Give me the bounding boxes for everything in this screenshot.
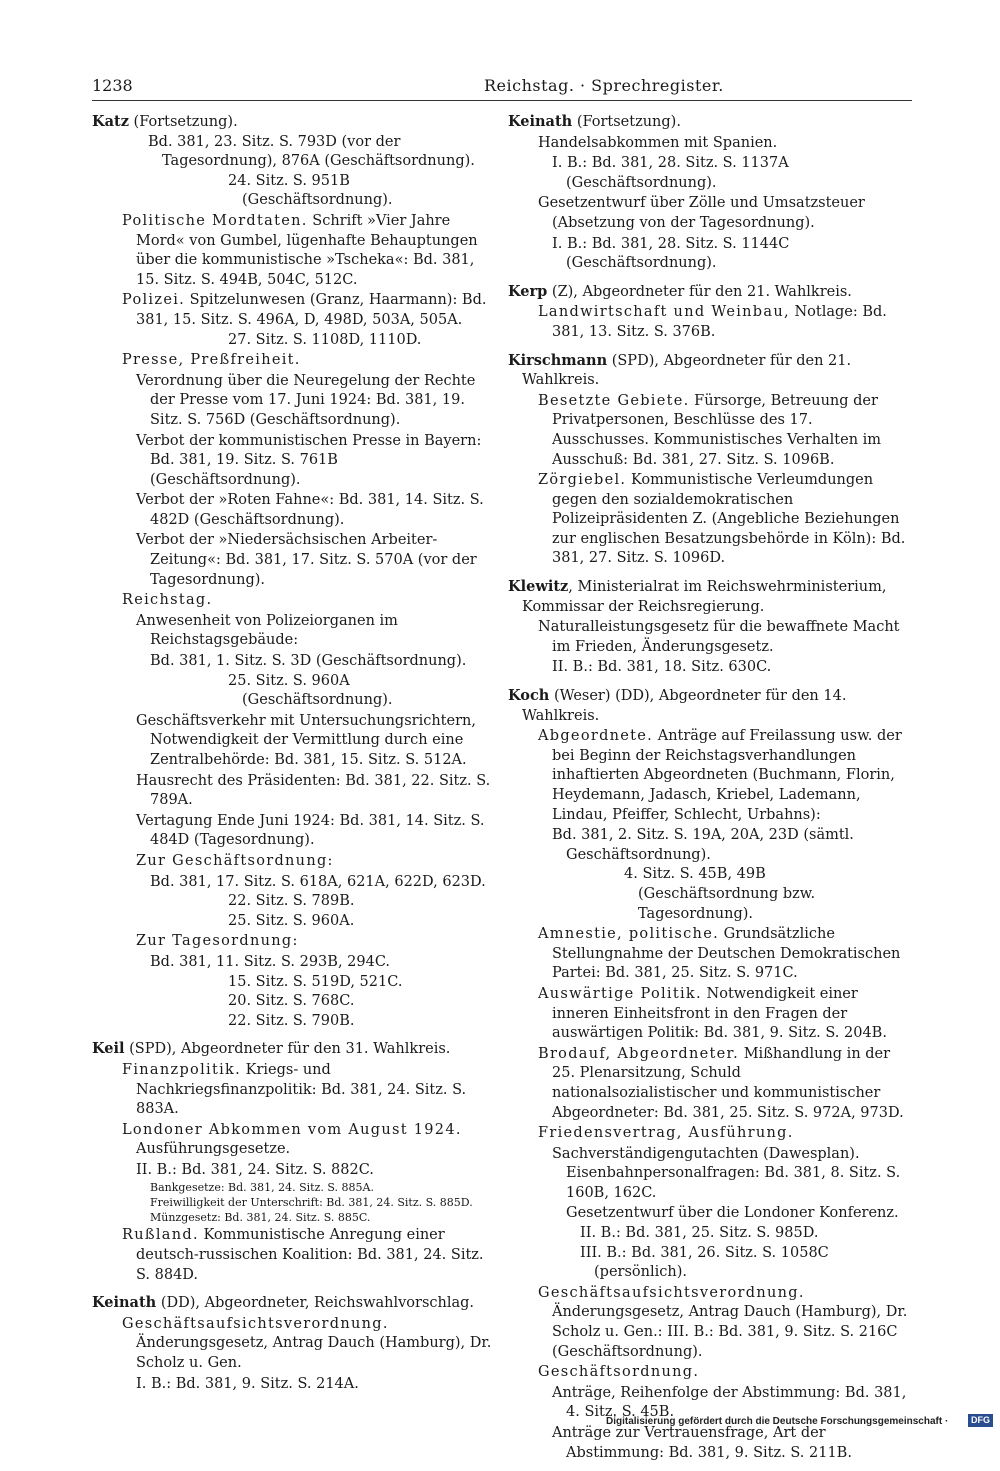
subentry-item: Anträge, Reihenfolge der Abstimmung: Bd. 381, 4. Sitz. S. 45B. [552, 1384, 907, 1421]
subentry-item: Gesetzentwurf über die Londoner Konferenz. [566, 1205, 899, 1222]
entry-name: Klewitz [508, 578, 569, 596]
subentry-topic: Presse, Preßfreiheit. [122, 352, 301, 369]
subentry-topic: Reichstag. [122, 592, 213, 609]
subentry-item [92, 852, 492, 872]
subentry [508, 392, 908, 470]
footnote-item: Münzgesetz: Bd. 381, 24. Sitz. S. 885C. [150, 1211, 371, 1225]
subentry-item: Geschäftsverkehr mit Untersuchungsrichtern, Notwendigkeit der Vermittlung durch eine Zentralbehörde: Bd. 381, 15. Sitz. S. 512A. [136, 712, 476, 768]
subentry-text: Schrift »Vier Jahre Mord« von Gumbel, lügenhafte Behauptungen über die kommunistische »Tscheka«: Bd. 381, 15. Sitz. S. 494B, 504C, 512C. [136, 212, 478, 288]
subentry-item: Hausrecht des Präsidenten: Bd. 381, 22. Sitz. S. 789A. [136, 772, 491, 809]
subentry [508, 985, 908, 1044]
subentry-topic: Auswärtige Politik. [538, 985, 702, 1002]
subentry-item: Verbot der »Niedersächsischen Arbeiter-Zeitung«: Bd. 381, 17. Sitz. S. 570A (vor der Tagesordnung). [136, 532, 477, 588]
footnote-item: Bankgesetze: Bd. 381, 24. Sitz. S. 885A. [150, 1181, 374, 1195]
reference: Bd. 381, 2. Sitz. S. 19A, 20A, 23D (sämtl. Geschäftsordnung). [552, 827, 854, 863]
subentry-topic: Politische Mordtaten. [122, 212, 308, 229]
subentry-text: Spitzelunwesen (Granz, Haarmann): Bd. 381, 15. Sitz. S. 496A, D, 498D, 503A, 505A. [136, 292, 487, 328]
subentry-topic: Geschäftsaufsichtsverordnung. [122, 1315, 389, 1332]
subentry-topic: Zörgiebel. [538, 472, 627, 489]
reference: II. B.: Bd. 381, 24. Sitz. S. 882C. [136, 1161, 374, 1178]
entry-name: Keinath [92, 1294, 157, 1312]
entry-kerp [508, 282, 908, 343]
entry-koch [508, 686, 908, 1463]
entry-keinath-cont [508, 112, 908, 274]
subentry-item: Verordnung über die Neuregelung der Rechte der Presse vom 17. Juni 1924: Bd. 381, 19. Sitz. S. 756D (Geschäftsordnung). [136, 372, 476, 428]
entry-klewitz [508, 577, 908, 678]
subentry-topic: Zur Geschäftsordnung: [136, 852, 334, 869]
subentry [508, 1284, 908, 1362]
digitization-credit: Digitalisierung gefördert durch die Deutsche Forschungsgemeinschaft · [606, 1416, 949, 1427]
reference: 4. Sitz. S. 45B, 49B (Geschäftsordnung bzw. Tagesordnung). [624, 866, 816, 922]
entry-suffix: (SPD), Abgeordneter für den 31. Wahlkreis. [129, 1041, 451, 1058]
entry-suffix: , Ministerialrat im Reichswehrministerium, Kommissar der Reichsregierung. [522, 579, 887, 615]
entry-suffix: (Fortsetzung). [133, 114, 238, 130]
subentry-item: Verbot der »Roten Fahne«: Bd. 381, 14. Sitz. S. 482D (Geschäftsordnung). [136, 492, 484, 528]
subentry-text: Notlage: Bd. 381, 13. Sitz. S. 376B. [552, 304, 887, 340]
entry-heading [508, 282, 908, 303]
subentry [508, 727, 908, 825]
entry-suffix: (Fortsetzung). [576, 114, 681, 130]
entry-suffix: (Z), Abgeordneter für den 21. Wahlkreis. [551, 283, 852, 300]
subentry [92, 1061, 492, 1120]
reference: Bd. 381, 17. Sitz. S. 618A, 621A, 622D, 623D. [150, 873, 486, 890]
entry-heading [92, 112, 492, 133]
entry-name: Katz [92, 113, 129, 130]
subentry-text: Änderungsgesetz, Antrag Dauch (Hamburg), Dr. Scholz u. Gen.: III. B.: Bd. 381, 9. Sitz. S. 216C (Geschäftsordnung). [552, 1304, 908, 1360]
footnote-item: Freiwilligkeit der Unterschrift: Bd. 381, 24. Sitz. S. 885D. [150, 1196, 473, 1210]
subentry-topic: Geschäftsordnung. [538, 1364, 700, 1381]
subentry [92, 591, 492, 611]
reference: Bd. 381, 1. Sitz. S. 3D (Geschäftsordnung). [150, 653, 467, 670]
subentry [92, 1226, 492, 1285]
page-number: 1238 [92, 76, 133, 95]
subentry [92, 1121, 492, 1160]
entry-suffix: (DD), Abgeordneter, Reichswahlvorschlag. [160, 1295, 475, 1312]
subentry-topic: Besetzte Gebiete. [538, 392, 690, 409]
subentry [92, 351, 492, 371]
reference: 27. Sitz. S. 1108D, 1110D. [228, 331, 422, 348]
subentry [92, 212, 492, 290]
reference: I. B.: Bd. 381, 28. Sitz. S. 1144C (Geschäftsordnung). [552, 235, 790, 272]
subentry-text: Kommunistische Anregung einer deutsch-russischen Koalition: Bd. 381, 24. Sitz. S. 884D. [136, 1227, 484, 1283]
subentry-topic: Polizei. [122, 292, 186, 309]
subentry-text: Mißhandlung in der 25. Plenarsitzung, Schuld nationalsozialistischer und kommunistischer Abgeordneter: Bd. 381, 25. Sitz. S. 972A, 973D. [552, 1045, 904, 1121]
subentry [508, 1363, 908, 1383]
reference: 25. Sitz. S. 960A. [228, 912, 355, 929]
subentry-topic: Zur Tagesordnung: [136, 933, 299, 950]
subentry: Gesetzentwurf über Zölle und Umsatzsteuer (Absetzung von der Tagesordnung). [538, 195, 865, 231]
reference: 24. Sitz. S. 951B (Geschäftsordnung). [228, 172, 393, 209]
reference: 22. Sitz. S. 790B. [228, 1012, 355, 1029]
reference: I. B.: Bd. 381, 28. Sitz. S. 1137A (Geschäftsordnung). [552, 155, 789, 191]
left-column [92, 112, 492, 1402]
reference: II. B.: Bd. 381, 25. Sitz. S. 985D. [580, 1225, 819, 1242]
reference: 22. Sitz. S. 789B. [228, 893, 355, 910]
reference: 25. Sitz. S. 960A (Geschäftsordnung). [228, 672, 393, 709]
subentry-topic: Abgeordnete. [538, 728, 654, 745]
reference: II. B.: Bd. 381, 18. Sitz. 630C. [552, 659, 772, 676]
entry-name: Kerp [508, 282, 548, 300]
entry-heading [508, 686, 908, 726]
subentry-topic: Rußland. [122, 1227, 199, 1244]
entry-keinath [92, 1293, 492, 1394]
subentry [92, 291, 492, 330]
subentry-topic: Geschäftsaufsichtsverordnung. [538, 1284, 805, 1301]
entry-kirschmann [508, 351, 908, 570]
entry-name: Keil [92, 1040, 125, 1058]
reference: III. B.: Bd. 381, 26. Sitz. S. 1058C (persönlich). [580, 1244, 829, 1281]
entry-suffix: (SPD), Abgeordneter für den 21. Wahlkreis. [522, 352, 852, 389]
subentry-text: Kriegs- und Nachkriegsfinanzpolitik: Bd. 381, 24. Sitz. S. 883A. [136, 1061, 467, 1118]
entry-name: Koch [508, 687, 550, 705]
subentry-item: Anwesenheit von Polizeiorganen im Reichstagsgebäude: [136, 612, 398, 649]
subentry-item [92, 932, 492, 952]
reference: 20. Sitz. S. 768C. [228, 993, 355, 1010]
reference: Bd. 381, 23. Sitz. S. 793D (vor der Tagesordnung), 876A (Geschäftsordnung). [148, 133, 475, 170]
subentry-text: Grundsätzliche Stellungnahme der Deutschen Demokratischen Partei: Bd. 381, 25. Sitz. S. 971C. [552, 926, 901, 982]
reference: I. B.: Bd. 381, 9. Sitz. S. 214A. [136, 1375, 359, 1392]
subentry-topic: Landwirtschaft und Weinbau, [538, 304, 790, 321]
subentry [92, 1315, 492, 1374]
entry-heading [508, 351, 908, 391]
subentry [508, 471, 908, 569]
subentry-topic: Brodauf, Abgeordneter. [538, 1045, 740, 1062]
subentry-text: Ausführungsgesetze. [136, 1141, 291, 1158]
subentry-topic: Londoner Abkommen vom August 1924. [122, 1121, 462, 1138]
subentry-text: Fürsorge, Betreuung der Privatpersonen, Beschlüsse des 17. Ausschusses. Kommunistisches Verhalten im Ausschuß: Bd. 381, 27. Sitz. S. 1096B. [552, 392, 882, 468]
subentry-text: Notwendigkeit einer inneren Einheitsfront in den Fragen der auswärtigen Politik: Bd. 381, 9. Sitz. S. 204B. [552, 985, 887, 1042]
subentry-item: Verbot der kommunistischen Presse in Bayern: Bd. 381, 19. Sitz. S. 761B (Geschäftsordnung). [136, 432, 482, 488]
dfg-logo: DFG [968, 1414, 993, 1427]
subentry [508, 1045, 908, 1123]
entry-heading [92, 1039, 492, 1060]
subentry-topic: Friedensvertrag, Ausführung. [538, 1125, 794, 1142]
entry-heading [92, 1293, 492, 1314]
subentry [508, 925, 908, 984]
entry-name: Keinath [508, 113, 573, 130]
entry-katz [92, 112, 492, 1031]
subentry-topic: Finanzpolitik. [122, 1061, 242, 1078]
entry-suffix: (Weser) (DD), Abgeordneter für den 14. Wahlkreis. [522, 688, 847, 724]
subentry-text: Änderungsgesetz, Antrag Dauch (Hamburg), Dr. Scholz u. Gen. [136, 1335, 492, 1372]
subentry-item: Sachverständigengutachten (Dawesplan). Eisenbahnpersonalfragen: Bd. 381, 8. Sitz. S. 160B, 162C. [552, 1145, 901, 1201]
entry-heading [508, 112, 908, 133]
page-header [92, 74, 912, 101]
subentry: Naturalleistungsgesetz für die bewaffnete Macht im Frieden, Änderungsgesetz. [538, 619, 900, 655]
subentry [508, 303, 908, 342]
subentry: Handelsabkommen mit Spanien. [538, 134, 778, 151]
running-title: Reichstag. · Sprechregister. [484, 76, 724, 95]
reference: Bd. 381, 11. Sitz. S. 293B, 294C. [150, 953, 391, 970]
subentry-item: Anträge zur Vertrauensfrage, Art der Abstimmung: Bd. 381, 9. Sitz. S. 211B. [552, 1425, 852, 1461]
subentry-item: Vertagung Ende Juni 1924: Bd. 381, 14. Sitz. S. 484D (Tagesordnung). [136, 812, 485, 849]
subentry-topic: Amnestie, politische. [538, 926, 719, 943]
entry-heading [508, 577, 908, 617]
reference: 15. Sitz. S. 519D, 521C. [228, 973, 403, 990]
subentry-text: Kommunistische Verleumdungen gegen den sozialdemokratischen Polizeipräsidenten Z. (Angebliche Beziehungen zur englischen Besatzungsbehörde in Köln): Bd. 381, 27. Sitz. S. 1096D. [552, 472, 906, 567]
entry-name: Kirschmann [508, 351, 608, 369]
entry-keil [92, 1039, 492, 1285]
subentry [508, 1124, 908, 1144]
right-column [508, 112, 908, 1471]
subentry-text: Anträge auf Freilassung usw. der bei Beginn der Reichstagsverhandlungen inhaftierten Abgeordneten (Buchmann, Florin, Heydemann, Jadasch, Kriebel, Lademann, Lindau, Pfeiffer, Schlecht, Urbahns): [552, 728, 902, 823]
